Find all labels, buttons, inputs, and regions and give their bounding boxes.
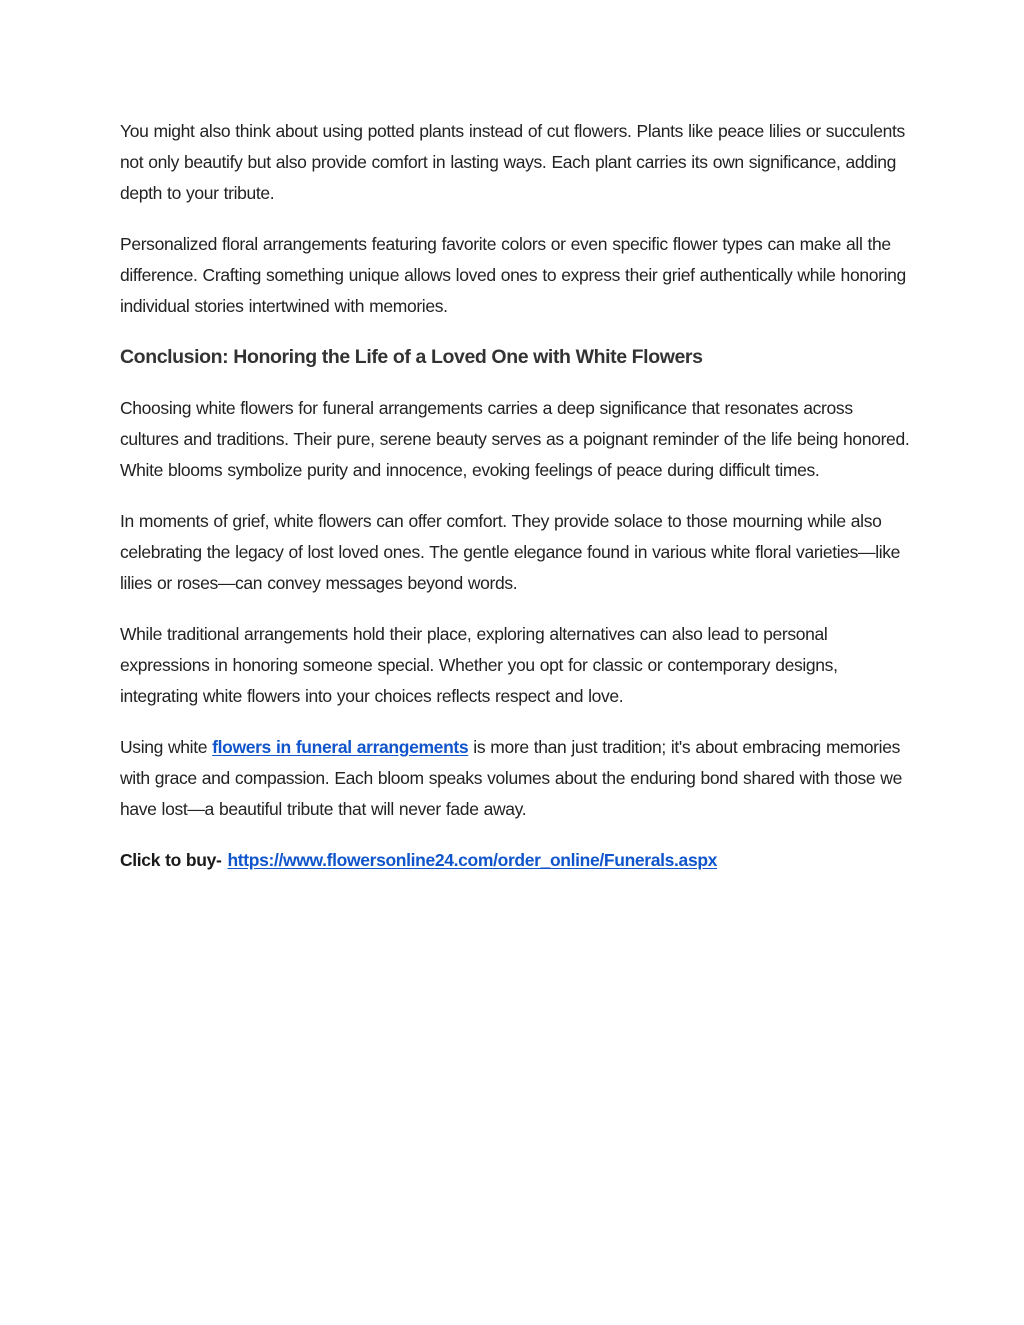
- funeral-arrangements-link[interactable]: flowers in funeral arrangements: [212, 737, 469, 757]
- paragraph-potted-plants: You might also think about using potted plants instead of cut flowers. Plants like peace lilies or succulents not only beautify but also provide comfort in lasting ways. Each plant carries its own significance, adding depth to your tribute.: [120, 121, 905, 203]
- paragraph-moments-of-grief: In moments of grief, white flowers can offer comfort. They provide solace to those mourning while also celebrating the legacy of lost loved ones. The gentle elegance found in various white floral varieties—like lilies or roses—can convey messages beyond words.: [120, 511, 901, 593]
- buy-url-link[interactable]: https://www.flowersonline24.com/order_online/Funerals.aspx: [227, 850, 718, 870]
- document-page: [120, 116, 910, 896]
- paragraph-closing: [120, 732, 910, 825]
- buy-line: [120, 845, 910, 876]
- buy-label: Click to buy-: [120, 850, 222, 870]
- closing-text-after-link: is more than just tradition; it's about embracing memories with grace and compassion. Each bloom speaks volumes about the enduring bond shared with those we have lost—a beautiful tribute that will never fade away.: [120, 737, 902, 819]
- paragraph-traditional-arrangements: While traditional arrangements hold their place, exploring alternatives can also lead to personal expressions in honoring someone special. Whether you opt for classic or contemporary designs, integrating white flowers into your choices reflects respect and love.: [120, 624, 838, 706]
- paragraph-choosing-white-flowers: Choosing white flowers for funeral arrangements carries a deep significance that resonates across cultures and traditions. Their pure, serene beauty serves as a poignant reminder of the life being honored. White blooms symbolize purity and innocence, evoking feelings of peace during difficult times.: [120, 398, 910, 480]
- paragraph-personalized-arrangements: Personalized floral arrangements featuring favorite colors or even specific flower types can make all the difference. Crafting something unique allows loved ones to express their grief authentically while honoring individual stories intertwined with memories.: [120, 234, 906, 316]
- conclusion-heading: Conclusion: Honoring the Life of a Loved One with White Flowers: [120, 346, 703, 368]
- closing-text-before-link: Using white: [120, 737, 213, 757]
